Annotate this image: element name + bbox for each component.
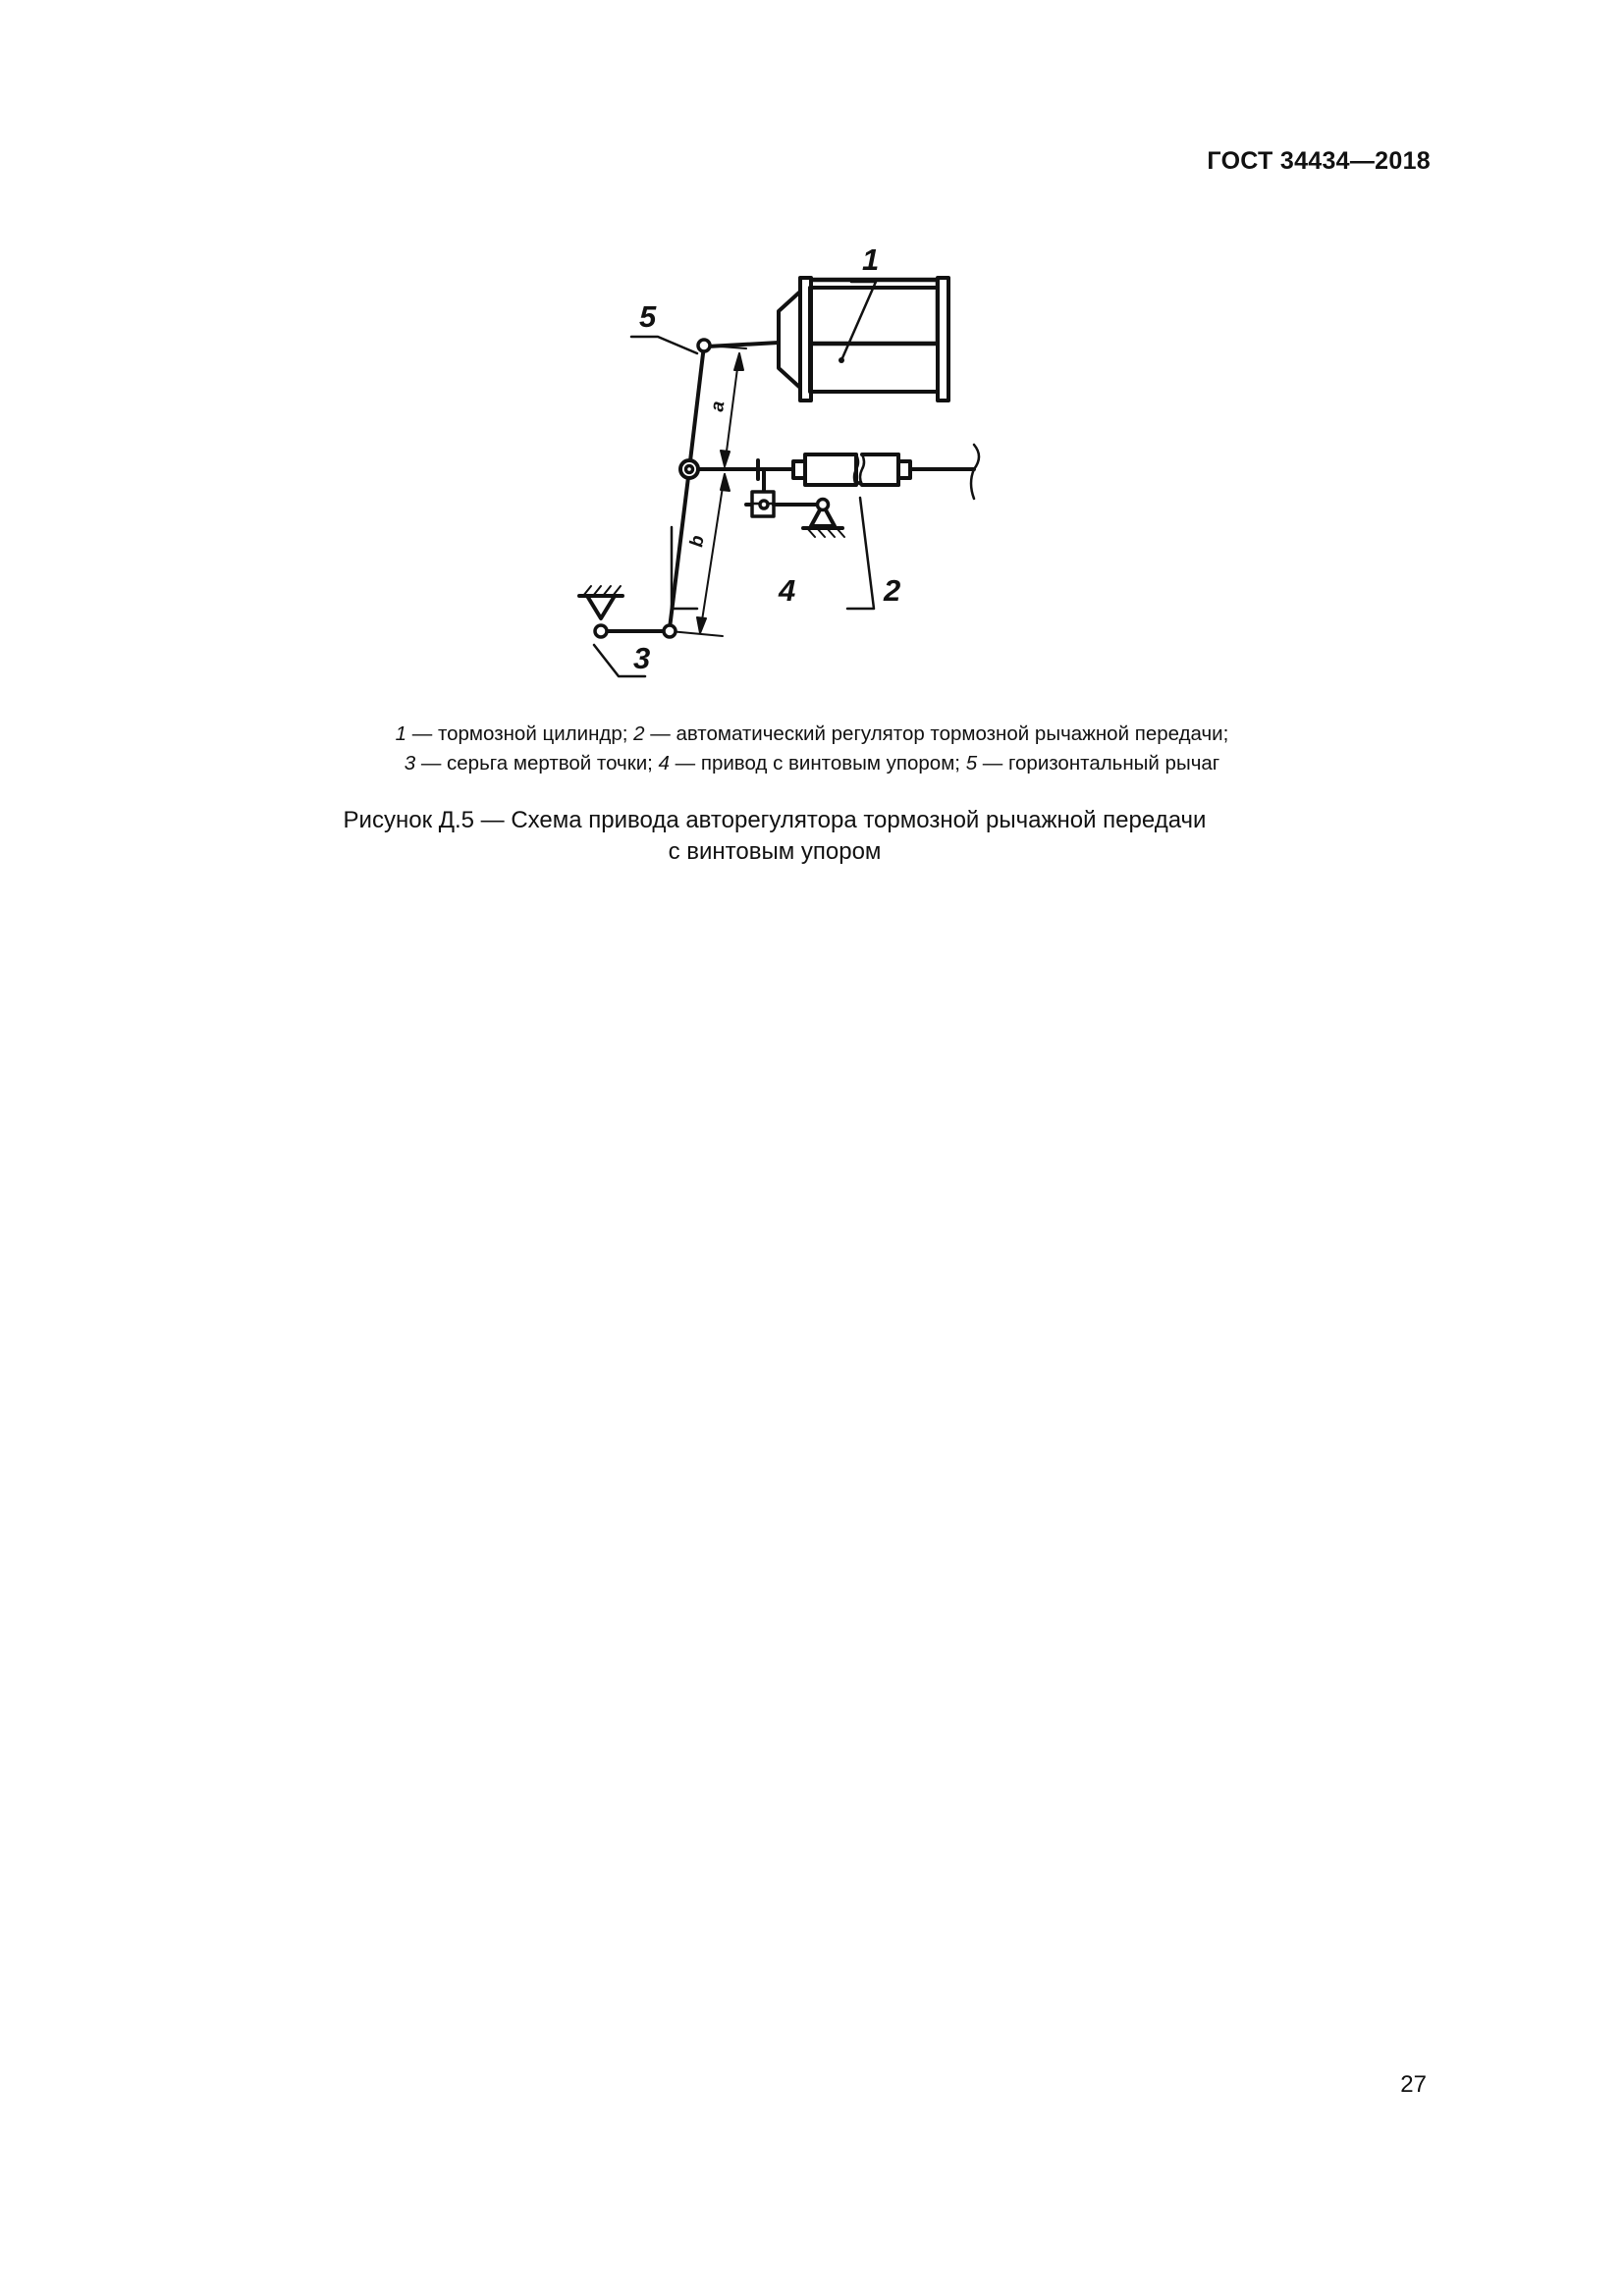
callout-1: 1	[862, 242, 880, 277]
legend-text: — автоматический регулятор тормозной рычажной передачи;	[644, 722, 1229, 745]
scheme-figure	[550, 221, 1011, 692]
callout-leaders	[594, 282, 876, 676]
callout-3: 3	[633, 641, 651, 675]
dimension-a-label: a	[707, 400, 730, 413]
legend-number: 2	[633, 722, 645, 745]
figure-legend	[0, 720, 1624, 778]
legend-text: — серьга мертвой точки;	[415, 752, 659, 774]
brake-cylinder	[707, 278, 948, 400]
legend-number: 3	[404, 752, 416, 774]
legend-number: 4	[658, 752, 670, 774]
slack-adjuster	[689, 445, 979, 499]
dimension-b-label: b	[686, 534, 709, 549]
legend-number: 1	[395, 722, 407, 745]
document-header: ГОСТ 34434—2018	[1207, 147, 1431, 175]
legend-number: 5	[965, 752, 978, 774]
dead-point-shackle	[579, 586, 670, 631]
legend-text: — горизонтальный рычаг	[977, 752, 1220, 774]
caption-line-2: с винтовым упором	[668, 838, 882, 865]
caption-line-1: Рисунок Д.5 — Схема привода авторегулятора тормозной рычажной передачи	[343, 807, 1207, 833]
figure-caption	[0, 805, 1549, 868]
callout-2: 2	[884, 573, 901, 608]
callout-5: 5	[639, 299, 657, 334]
legend-line-2	[0, 749, 1624, 778]
page-number: 27	[1400, 2071, 1427, 2098]
dimension-lines	[670, 346, 756, 636]
legend-line-1	[0, 720, 1624, 749]
callout-4: 4	[779, 573, 796, 608]
legend-text: — привод с винтовым упором;	[669, 752, 966, 774]
actuator-scheme-diagram	[550, 221, 1011, 692]
horizontal-lever	[670, 346, 704, 628]
legend-text: — тормозной цилиндр;	[406, 722, 634, 745]
